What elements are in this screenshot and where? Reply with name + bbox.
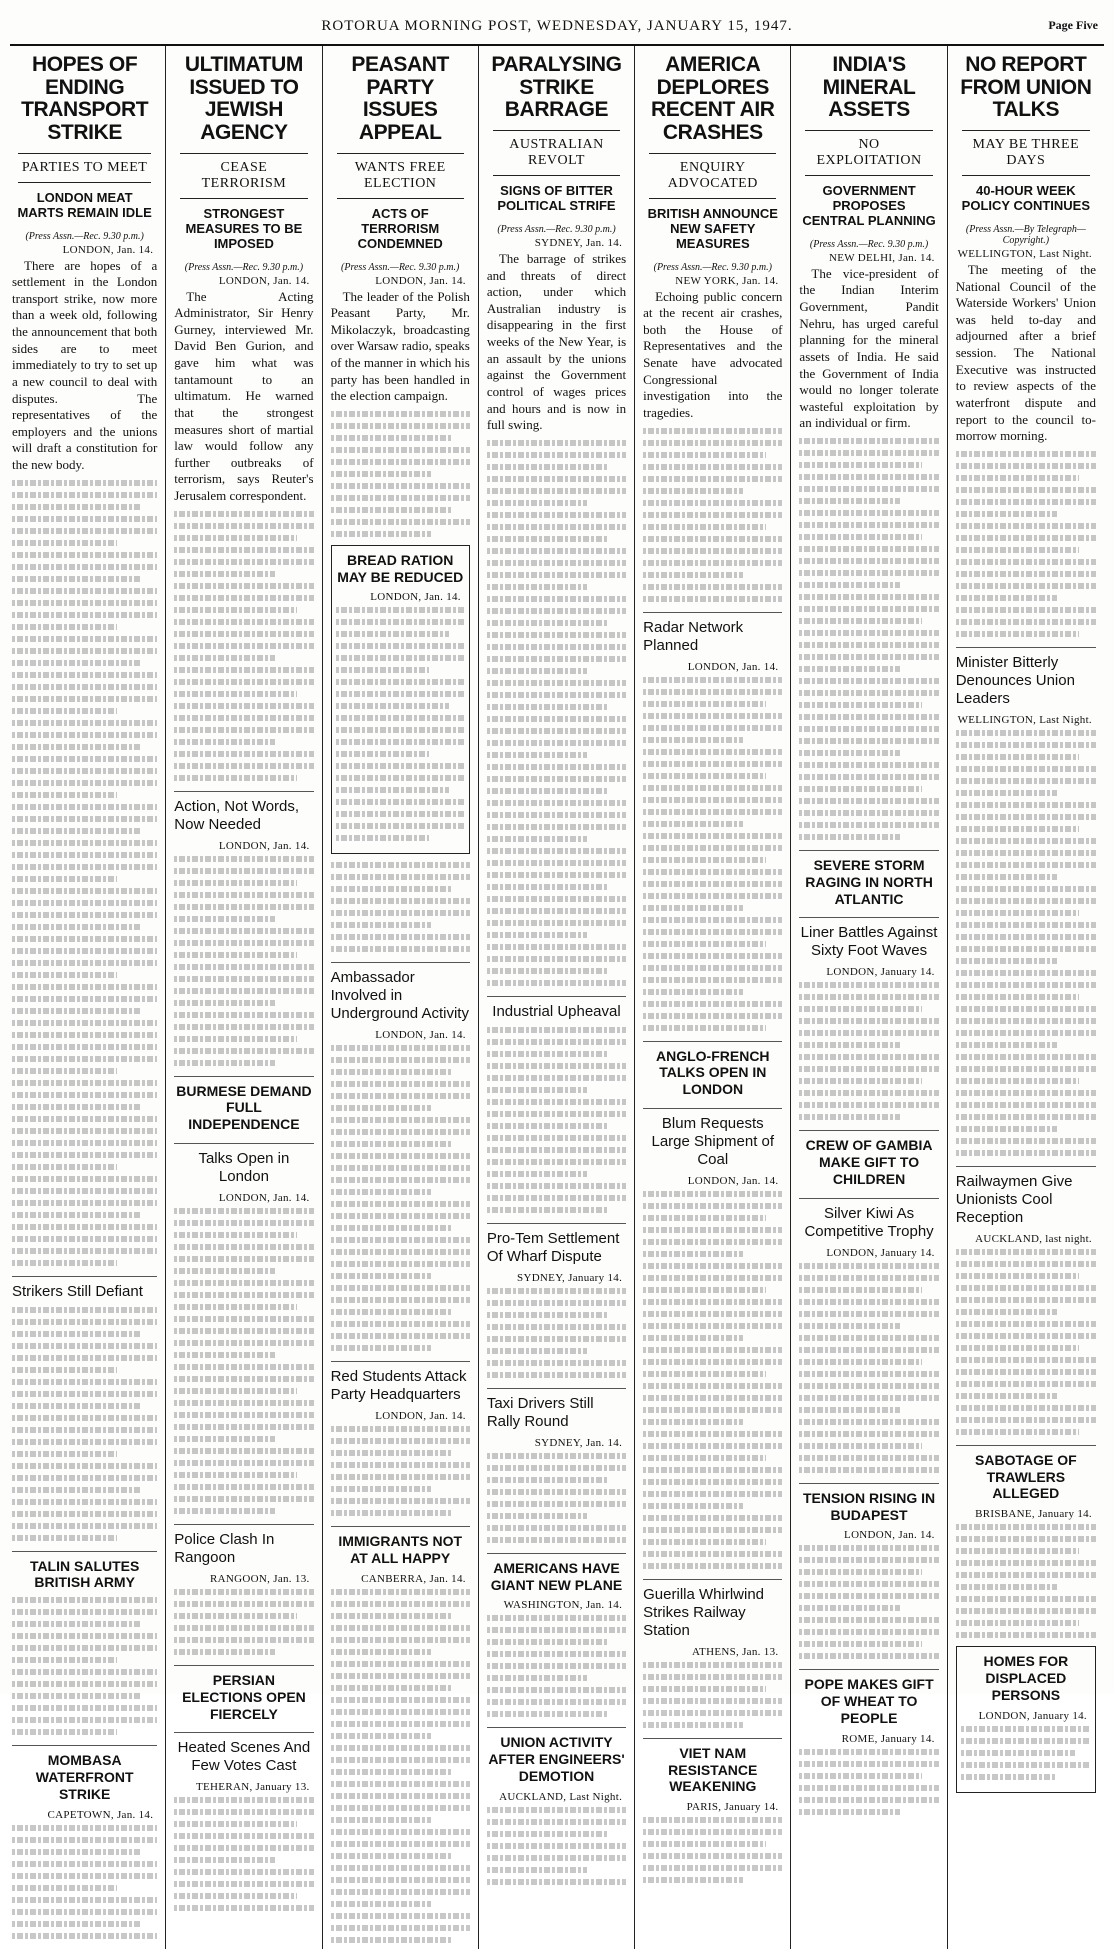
- subheadline-trawlers: SABOTAGE OF TRAWLERS ALLEGED: [956, 1445, 1096, 1502]
- lead-paragraph: The vice-president of the Indian Interim Government, Pandit Nehru, has urged careful planning for the mineral assets of India. He said the Government of India would no longer tolerate wasteful exploitation by an individual or firm.: [799, 265, 939, 431]
- subhead-no-exploitation: NO EXPLOITATION: [805, 130, 932, 176]
- article-text: [331, 1426, 470, 1516]
- subheadline-giant-plane: AMERICANS HAVE GIANT NEW PLANE: [487, 1553, 626, 1594]
- dateline: CANBERRA, Jan. 14.: [361, 1573, 466, 1586]
- subheadline-mombasa: MOMBASA WATERFRONT STRIKE: [12, 1745, 157, 1802]
- deck-40-hour-week: 40-HOUR WEEK POLICY CONTINUES: [961, 183, 1091, 213]
- press-credit: (Press Assn.—Rec. 9.30 p.m.): [341, 261, 460, 273]
- subheadline-bread-ration: BREAD RATION MAY BE REDUCED: [337, 551, 464, 585]
- subheadline-union-activity: UNION ACTIVITY AFTER ENGINEERS' DEMOTION: [487, 1727, 626, 1784]
- article-text: [174, 1589, 313, 1655]
- dateline: WASHINGTON, Jan. 14.: [503, 1599, 623, 1612]
- article-text: [643, 1817, 782, 1883]
- article-text: [643, 677, 782, 1031]
- dateline: LONDON, Jan. 14.: [844, 1529, 935, 1542]
- headline-union-talks: NO REPORT FROM UNION TALKS: [960, 53, 1092, 122]
- lead-paragraph: Echoing public concern at the recent air crashes, both the House of Representatives and the Senate have advocated Congressional investigation into the tragedies.: [643, 288, 783, 420]
- press-credit: (Press Assn.—Rec. 9.30 p.m.): [497, 223, 616, 235]
- subhead-parties-to-meet: PARTIES TO MEET: [18, 153, 151, 183]
- deck-central-planning: GOVERNMENT PROPOSES CENTRAL PLANNING: [802, 183, 936, 228]
- subhead-enquiry: ENQUIRY ADVOCATED: [649, 153, 776, 199]
- deck-strongest-measures: STRONGEST MEASURES TO BE IMPOSED: [185, 205, 303, 251]
- dateline: LONDON, January 14.: [978, 1709, 1087, 1722]
- column-air-crashes: [635, 46, 791, 1949]
- dateline: SYDNEY, Jan. 14.: [534, 236, 623, 249]
- subheadline-taxi-drivers: Taxi Drivers Still Rally Round: [487, 1388, 626, 1431]
- dateline: LONDON, Jan. 14.: [375, 1029, 466, 1042]
- dateline: SYDNEY, Jan. 14.: [534, 1436, 623, 1449]
- deck-safety-measures: BRITISH ANNOUNCE NEW SAFETY MEASURES: [647, 205, 778, 251]
- subheadline-ambassador: Ambassador Involved in Underground Activity: [331, 962, 470, 1023]
- dateline: LONDON, Jan. 14.: [375, 1410, 466, 1423]
- dateline: TEHERAN, January 13.: [196, 1781, 310, 1794]
- article-text: [331, 862, 470, 952]
- article-text: [12, 1825, 157, 1939]
- article-text: [487, 1807, 626, 1885]
- column-transport-strike: [10, 46, 166, 1949]
- article-text: [956, 1524, 1096, 1638]
- article-text: [174, 511, 313, 781]
- article-text: [643, 428, 782, 602]
- headline-india-mineral: INDIA'S MINERAL ASSETS: [822, 53, 916, 122]
- subheadline-anglo-french: ANGLO-FRENCH TALKS OPEN IN LONDON: [643, 1041, 782, 1098]
- subheadline-wharf-dispute: Pro-Tem Settlement Of Wharf Dispute: [487, 1223, 626, 1266]
- article-text: [643, 1662, 782, 1728]
- press-credit: (Press Assn.—Rec. 9.30 p.m.): [809, 238, 929, 250]
- lead-paragraph: The leader of the Polish Peasant Party, Mr. Mikolaczyk, broadcasting over Warsaw radio, speaks of the manner in which his party has been handled in the election campaign.: [330, 288, 470, 404]
- subheadline-heated: Heated Scenes And Few Votes Cast: [174, 1732, 313, 1775]
- dateline: LONDON, Jan. 14.: [687, 1174, 779, 1187]
- subhead-three-days: MAY BE THREE DAYS: [962, 130, 1090, 176]
- article-text: [487, 440, 626, 986]
- article-text: [961, 1726, 1091, 1780]
- subheadline-strikers: Strikers Still Defiant: [12, 1276, 157, 1301]
- subheadline-immigrants: IMMIGRANTS NOT AT ALL HAPPY: [331, 1526, 470, 1567]
- dateline: LONDON, January 14.: [826, 1246, 935, 1259]
- article-text: [643, 1191, 782, 1569]
- article-text: [174, 1208, 313, 1514]
- article-text: [956, 451, 1096, 637]
- article-text: [799, 1749, 938, 1815]
- subhead-australian-revolt: AUSTRALIAN REVOLT: [493, 130, 620, 176]
- headline-peasant-party: PEASANT PARTY ISSUES APPEAL: [351, 53, 449, 145]
- article-text: [12, 480, 157, 1266]
- subheadline-guerilla: Guerilla Whirlwind Strikes Railway Station: [643, 1579, 782, 1640]
- dateline: LONDON, Jan. 14.: [687, 660, 779, 673]
- subheadline-rangoon: Police Clash In Rangoon: [174, 1524, 313, 1567]
- article-text: [799, 438, 938, 840]
- boxed-article-bread: [331, 545, 470, 855]
- dateline: WELLINGTON, Last Night.: [957, 247, 1092, 260]
- article-text: [331, 1589, 470, 1943]
- column-union-talks: [948, 46, 1104, 1949]
- dateline: LONDON, Jan. 14.: [370, 591, 461, 604]
- subheadline-persian: PERSIAN ELECTIONS OPEN FIERCELY: [174, 1665, 313, 1722]
- lead-paragraph: The meeting of the National Council of the Waterside Workers' Union was held to-day and adjourned after a brief session. The National Executive was instructed to review aspects of the waterfront dispute and report to the council to-morrow morning.: [955, 261, 1096, 444]
- dateline: RANGOON, Jan. 13.: [210, 1573, 310, 1586]
- lead-paragraph: There are hopes of a settlement in the London transport strike, now more than a week old, following the announcement that both sides are to meet immediately to try to set up a new council to deal with disputes. The representatives of the employers and the unions will draft a constitution for the new body.: [12, 257, 158, 473]
- dateline: WELLINGTON, Last Night.: [957, 713, 1092, 726]
- lead-paragraph: The Acting Administrator, Sir Henry Gurney, interviewed Mr. David Ben Gurion, and gave him what was tantamount to an ultimatum. He warned that the strongest measures short of martial law would follow any further outbreaks of terrorism, says Reuter's Jerusalem correspondent.: [174, 288, 314, 503]
- article-text: [487, 1615, 626, 1717]
- deck-meat-marts: LONDON MEAT MARTS REMAIN IDLE: [17, 189, 152, 220]
- subheadline-red-students: Red Students Attack Party Headquarters: [331, 1361, 470, 1404]
- dateline: LONDON, Jan. 14.: [218, 1192, 310, 1205]
- article-text: [331, 1045, 470, 1351]
- article-text: [487, 1453, 626, 1543]
- article-text: [799, 982, 938, 1120]
- subheadline-pope: POPE MAKES GIFT OF WHEAT TO PEOPLE: [799, 1669, 938, 1726]
- dateline: SYDNEY, January 14.: [517, 1271, 623, 1284]
- article-text: [174, 1797, 313, 1911]
- subheadline-budapest: TENSION RISING IN BUDAPEST: [799, 1483, 938, 1524]
- article-text: [956, 1249, 1096, 1435]
- press-credit: (Press Assn.—Rec. 9.30 p.m.): [25, 230, 144, 242]
- subheadline-talks-open: Talks Open in London: [174, 1143, 313, 1186]
- press-credit: (Press Assn.—By Telegraph—Copyright.): [965, 223, 1086, 246]
- subheadline-action: Action, Not Words, Now Needed: [174, 791, 313, 834]
- article-text: [799, 1545, 938, 1659]
- article-text: [956, 730, 1096, 1156]
- subheadline-gambia: CREW OF GAMBIA MAKE GIFT TO CHILDREN: [799, 1130, 938, 1187]
- dateline: LONDON, Jan. 14.: [218, 274, 310, 287]
- subheadline-liner: Liner Battles Against Sixty Foot Waves: [799, 917, 938, 960]
- subhead-cease-terrorism: CEASE TERRORISM: [180, 153, 307, 199]
- dateline: NEW DELHI, Jan. 14.: [829, 251, 935, 264]
- lead-paragraph: The barrage of strikes and threats of direct action, under which Australian industry is disappearing in the first weeks of the New Year, is an assault by the unions against the Government control of wages prices and hours and is now in full swing.: [486, 250, 627, 433]
- headline-air-crashes: AMERICA DEPLORES RECENT AIR CRASHES: [651, 53, 775, 145]
- dateline: AUCKLAND, last night.: [975, 1232, 1092, 1245]
- article-text: [174, 856, 313, 1066]
- boxed-article-displaced: [956, 1646, 1096, 1792]
- article-text: [336, 607, 465, 841]
- dateline: LONDON, Jan. 14.: [62, 243, 154, 256]
- subheadline-industrial-upheaval: Industrial Upheaval: [487, 996, 626, 1021]
- press-credit: (Press Assn.—Rec. 9.30 p.m.): [653, 261, 772, 273]
- dateline: CAPETOWN, Jan. 14.: [47, 1808, 154, 1821]
- headline-paralysing-strike: PARALYSING STRIKE BARRAGE: [491, 53, 622, 122]
- column-india-mineral: [791, 46, 947, 1949]
- dateline: LONDON, Jan. 14.: [375, 274, 466, 287]
- dateline: NEW YORK, Jan. 14.: [675, 274, 779, 287]
- subhead-free-election: WANTS FREE ELECTION: [337, 153, 464, 199]
- headline-transport-strike: HOPES OF ENDING TRANSPORT STRIKE: [21, 53, 149, 145]
- subheadline-displaced: HOMES FOR DISPLACED PERSONS: [983, 1653, 1069, 1703]
- article-text: [799, 1263, 938, 1473]
- page-number: Page Five: [1048, 18, 1098, 32]
- column-peasant-party: [323, 46, 479, 1949]
- subheadline-minister: Minister Bitterly Denounces Union Leaders: [956, 647, 1096, 708]
- dateline: AUCKLAND, Last Night.: [499, 1790, 623, 1803]
- masthead-title: ROTORUA MORNING POST, WEDNESDAY, JANUARY 15, 1947.: [321, 17, 793, 34]
- article-columns: [10, 46, 1104, 1821]
- dateline: BRISBANE, January 14.: [975, 1508, 1092, 1521]
- article-text: [12, 1597, 157, 1735]
- article-text: [487, 1288, 626, 1378]
- subheadline-burmese: BURMESE DEMAND FULL INDEPENDENCE: [174, 1076, 313, 1133]
- deck-political-strife: SIGNS OF BITTER POLITICAL STRIFE: [497, 183, 616, 213]
- dateline: ROME, January 14.: [841, 1732, 935, 1745]
- subheadline-talin: TALIN SALUTES BRITISH ARMY: [12, 1551, 157, 1592]
- article-text: [12, 1307, 157, 1541]
- dateline: LONDON, January 14.: [826, 966, 935, 979]
- deck-terrorism-condemned: ACTS OF TERRORISM CONDEMNED: [357, 205, 443, 251]
- press-credit: (Press Assn.—Rec. 9.30 p.m.): [184, 261, 304, 273]
- headline-ultimatum: ULTIMATUM ISSUED TO JEWISH AGENCY: [184, 53, 303, 145]
- subheadline-storm: SEVERE STORM RAGING IN NORTH ATLANTIC: [799, 850, 938, 907]
- article-text: [331, 411, 470, 537]
- subheadline-railwaymen: Railwaymen Give Unionists Cool Reception: [956, 1166, 1096, 1227]
- column-paralysing-strike: [479, 46, 635, 1949]
- column-jewish-agency: [166, 46, 322, 1949]
- article-text: [487, 1027, 626, 1213]
- subheadline-blum: Blum Requests Large Shipment of Coal: [643, 1108, 782, 1169]
- dateline: LONDON, Jan. 14.: [218, 839, 310, 852]
- subheadline-radar: Radar Network Planned: [643, 612, 782, 655]
- subheadline-viet-nam: VIET NAM RESISTANCE WEAKENING: [643, 1738, 782, 1795]
- masthead: [10, 8, 1104, 46]
- subheadline-silver-kiwi: Silver Kiwi As Competitive Trophy: [799, 1198, 938, 1241]
- dateline: PARIS, January 14.: [686, 1801, 779, 1814]
- dateline: ATHENS, Jan. 13.: [692, 1645, 779, 1658]
